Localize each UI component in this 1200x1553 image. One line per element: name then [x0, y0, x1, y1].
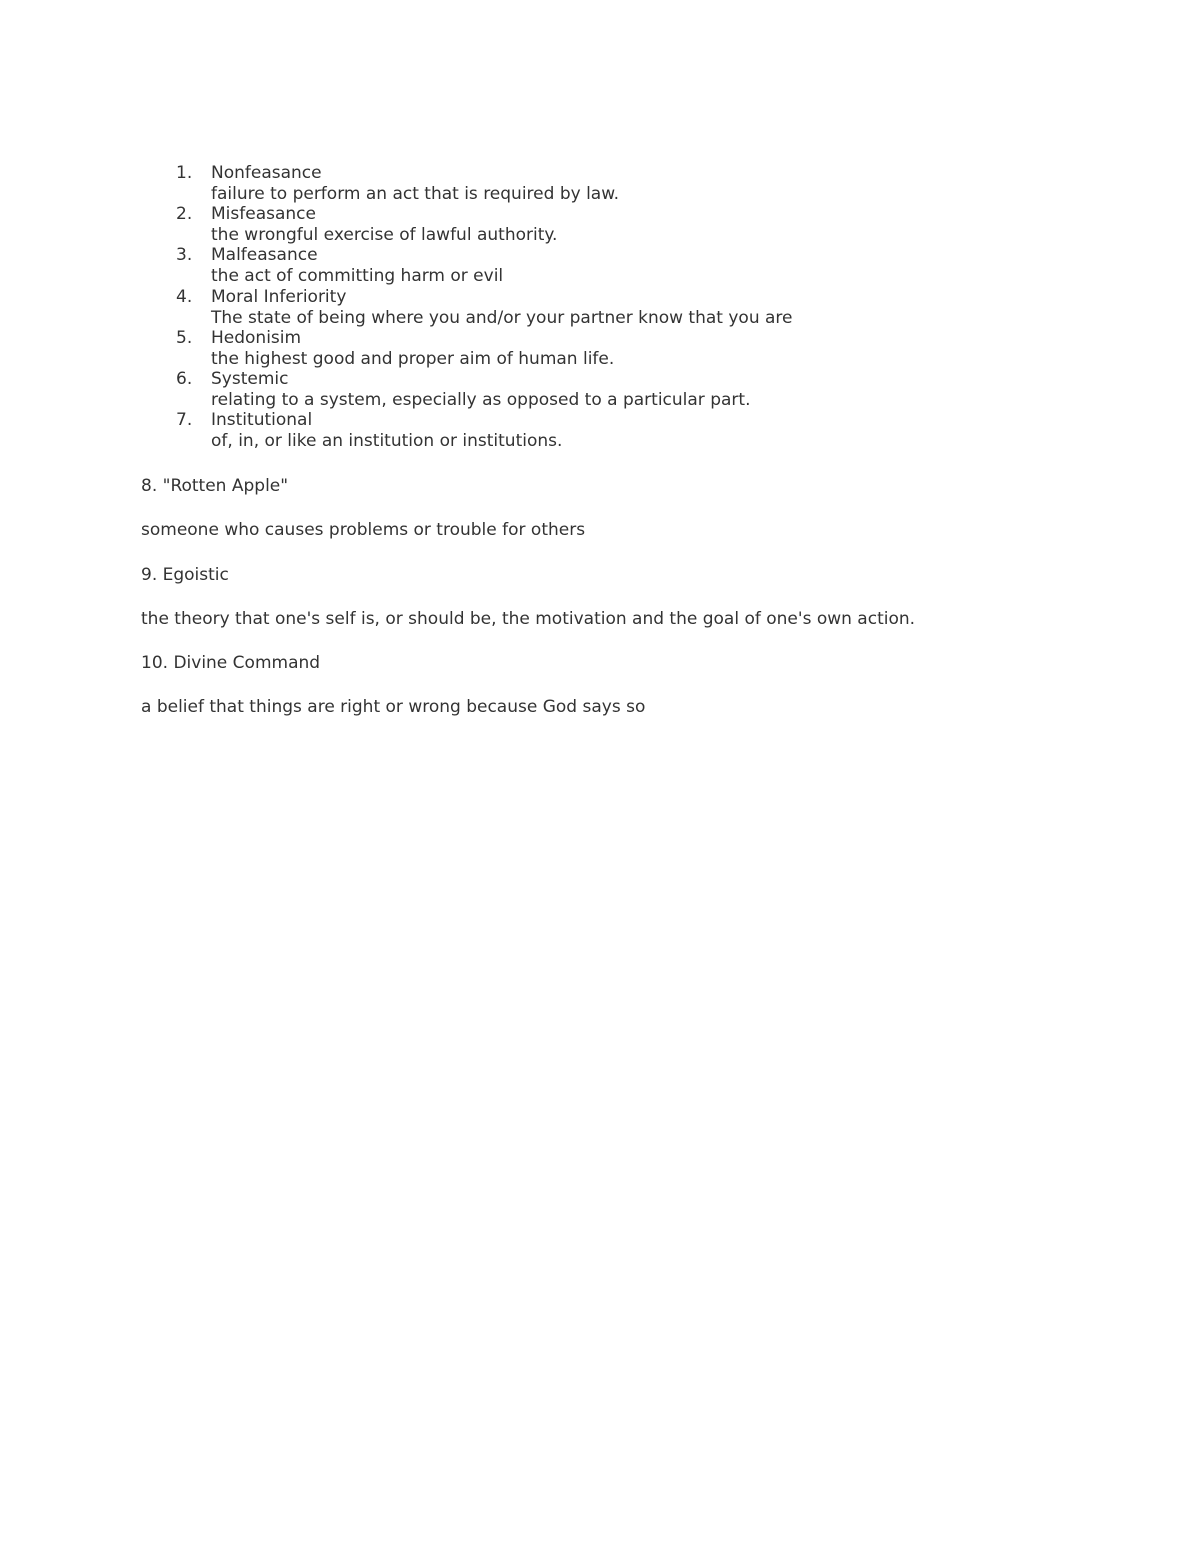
list-item-definition: failure to perform an act that is required by law.	[211, 184, 619, 204]
list-item-term: Moral Inferiority	[211, 286, 347, 307]
list-item-number: 3.	[176, 245, 193, 266]
list-item-term: Hedonisim	[211, 327, 302, 348]
list-item-term: Misfeasance	[211, 204, 316, 225]
list-item-term: Nonfeasance	[211, 163, 322, 183]
list-item-number: 6.	[176, 368, 193, 389]
list-item-number: 2.	[176, 204, 193, 225]
entry-definition: the theory that one's self is, or should be, the motivation and the goal of one's own action.	[141, 609, 916, 629]
entry-definition: someone who causes problems or trouble for others	[141, 520, 586, 540]
list-item-number: 4.	[176, 286, 193, 307]
entry-heading: 9. Egoistic	[141, 565, 229, 585]
list-item-number: 5.	[176, 327, 193, 348]
list-item-definition: of, in, or like an institution or institutions.	[211, 431, 563, 452]
entry-heading: 10. Divine Command	[141, 653, 321, 673]
list-item-term: Systemic	[211, 368, 289, 389]
entry-definition: a belief that things are right or wrong because God says so	[141, 697, 646, 717]
list-item-definition: relating to a system, especially as opposed to a particular part.	[211, 389, 751, 410]
list-item-number: 7.	[176, 410, 193, 431]
list-item-definition: the act of committing harm or evil	[211, 266, 504, 287]
list-item-number: 1.	[176, 163, 193, 183]
entry-heading: 8. "Rotten Apple"	[141, 476, 289, 496]
list-item-term: Malfeasance	[211, 245, 318, 266]
list-item-definition: the highest good and proper aim of human life.	[211, 348, 615, 369]
list-item-term: Institutional	[211, 410, 313, 431]
list-item-definition: The state of being where you and/or your partner know that you are	[211, 307, 793, 328]
list-item-definition: the wrongful exercise of lawful authority.	[211, 225, 558, 246]
